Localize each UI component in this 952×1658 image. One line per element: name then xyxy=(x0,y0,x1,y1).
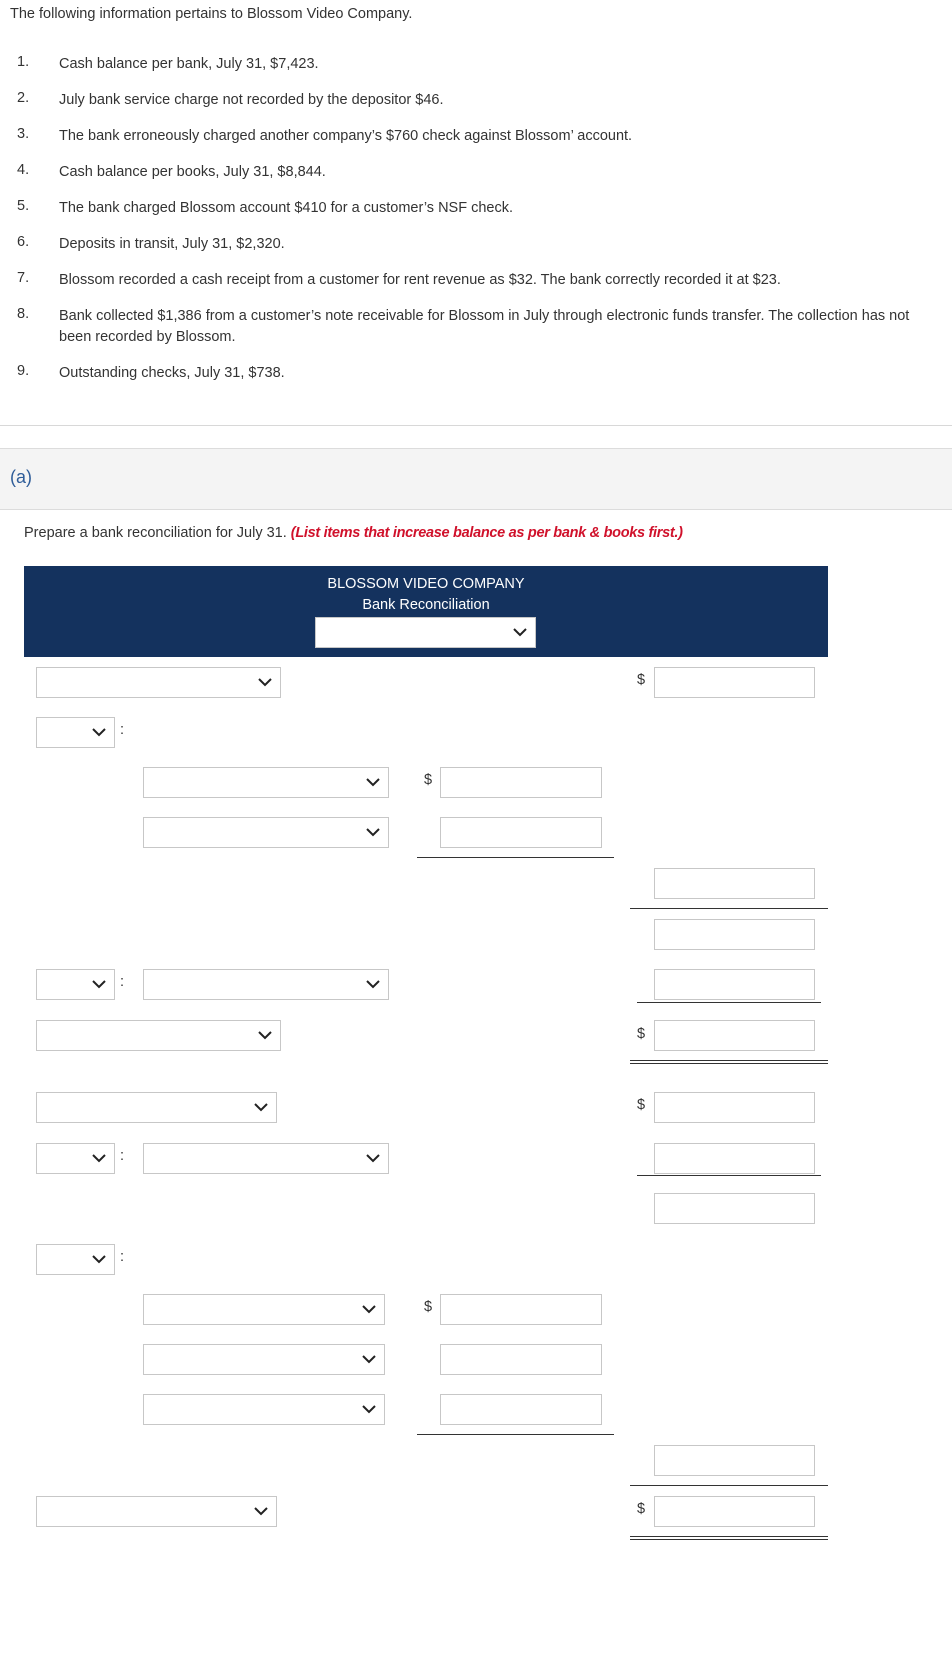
subtotal-rule xyxy=(417,857,614,858)
total-double-rule xyxy=(630,1536,828,1537)
item-number: 9. xyxy=(17,363,30,379)
line-item-select[interactable] xyxy=(36,1496,277,1527)
dollar-sign: $ xyxy=(637,1501,646,1517)
date-select[interactable] xyxy=(315,617,536,648)
chevron-down-icon xyxy=(92,728,106,737)
intro-text: The following information pertains to Blossom Video Company. xyxy=(10,6,413,22)
chevron-down-icon xyxy=(366,980,380,989)
amount-input[interactable] xyxy=(440,767,602,798)
amount-input[interactable] xyxy=(654,969,815,1000)
colon: : xyxy=(120,1148,125,1164)
line-item-select[interactable] xyxy=(143,969,389,1000)
amount-input[interactable] xyxy=(440,1294,602,1325)
item-text: Deposits in transit, July 31, $2,320. xyxy=(59,236,285,252)
dollar-sign: $ xyxy=(424,1299,433,1315)
line-item-select[interactable] xyxy=(143,817,389,848)
amount-input[interactable] xyxy=(654,1193,815,1224)
amount-input[interactable] xyxy=(654,1020,815,1051)
line-item-select[interactable] xyxy=(36,1020,281,1051)
dollar-sign: $ xyxy=(637,1026,646,1042)
chevron-down-icon xyxy=(258,1031,272,1040)
amount-input[interactable] xyxy=(654,1496,815,1527)
chevron-down-icon xyxy=(366,778,380,787)
subtotal-rule xyxy=(417,1434,614,1435)
item-text: Cash balance per books, July 31, $8,844. xyxy=(59,164,326,180)
part-header xyxy=(0,448,952,510)
item-number: 8. xyxy=(17,306,30,322)
item-number: 2. xyxy=(17,90,30,106)
chevron-down-icon xyxy=(92,1154,106,1163)
chevron-down-icon xyxy=(92,1255,106,1264)
amount-input[interactable] xyxy=(654,667,815,698)
dollar-sign: $ xyxy=(637,1097,646,1113)
instruction-main: Prepare a bank reconciliation for July 31. xyxy=(24,525,287,541)
chevron-down-icon xyxy=(254,1507,268,1516)
item-number: 1. xyxy=(17,54,30,70)
amount-input[interactable] xyxy=(654,919,815,950)
amount-input[interactable] xyxy=(440,1344,602,1375)
colon: : xyxy=(120,1249,125,1265)
item-text: The bank erroneously charged another company’s $760 check against Blossom’ account. xyxy=(59,128,633,144)
chevron-down-icon xyxy=(362,1305,376,1314)
company-name: BLOSSOM VIDEO COMPANY xyxy=(327,576,525,592)
chevron-down-icon xyxy=(92,980,106,989)
amount-input[interactable] xyxy=(654,1092,815,1123)
statement-title: Bank Reconciliation xyxy=(362,597,490,613)
line-item-select[interactable] xyxy=(36,1092,277,1123)
subtotal-rule xyxy=(630,1485,828,1486)
add-less-select[interactable] xyxy=(36,717,115,748)
item-text: Bank collected $1,386 from a customer’s note receivable for Blossom in July through electronic funds transfer. The collection has not been recorded by Blossom. xyxy=(59,308,910,345)
section-divider xyxy=(0,425,952,426)
item-text: July bank service charge not recorded by the depositor $46. xyxy=(59,92,444,108)
item-text: Cash balance per bank, July 31, $7,423. xyxy=(59,56,319,72)
chevron-down-icon xyxy=(254,1103,268,1112)
chevron-down-icon xyxy=(513,628,527,637)
amount-input[interactable] xyxy=(654,868,815,899)
amount-input[interactable] xyxy=(654,1445,815,1476)
item-text: The bank charged Blossom account $410 for a customer’s NSF check. xyxy=(59,200,514,216)
amount-input[interactable] xyxy=(440,817,602,848)
item-number: 5. xyxy=(17,198,30,214)
subtotal-rule xyxy=(630,908,828,909)
total-double-rule xyxy=(630,1060,828,1061)
reconciliation-header xyxy=(24,566,828,657)
dollar-sign: $ xyxy=(637,672,646,688)
instruction-emphasis: (List items that increase balance as per bank & books first.) xyxy=(290,525,683,541)
item-number: 6. xyxy=(17,234,30,250)
dollar-sign: $ xyxy=(424,772,433,788)
subtotal-rule xyxy=(637,1175,821,1176)
instruction xyxy=(24,525,683,541)
chevron-down-icon xyxy=(362,1405,376,1414)
add-less-select[interactable] xyxy=(36,969,115,1000)
chevron-down-icon xyxy=(362,1355,376,1364)
subtotal-rule xyxy=(637,1002,821,1003)
item-number: 7. xyxy=(17,270,30,286)
line-item-select[interactable] xyxy=(143,1394,385,1425)
item-text: Blossom recorded a cash receipt from a customer for rent revenue as $32. The bank correctly recorded it at $23. xyxy=(59,272,781,288)
colon: : xyxy=(120,974,125,990)
line-item-select[interactable] xyxy=(143,767,389,798)
chevron-down-icon xyxy=(258,678,272,687)
amount-input[interactable] xyxy=(440,1394,602,1425)
line-item-select[interactable] xyxy=(143,1344,385,1375)
part-label: (a) xyxy=(10,467,32,487)
colon: : xyxy=(120,722,125,738)
line-item-select[interactable] xyxy=(36,667,281,698)
amount-input[interactable] xyxy=(654,1143,815,1174)
item-text: Outstanding checks, July 31, $738. xyxy=(59,365,285,381)
line-item-select[interactable] xyxy=(143,1294,385,1325)
item-number: 3. xyxy=(17,126,30,142)
chevron-down-icon xyxy=(366,828,380,837)
add-less-select[interactable] xyxy=(36,1143,115,1174)
chevron-down-icon xyxy=(366,1154,380,1163)
total-double-rule xyxy=(630,1539,828,1540)
item-number: 4. xyxy=(17,162,30,178)
line-item-select[interactable] xyxy=(143,1143,389,1174)
total-double-rule xyxy=(630,1063,828,1064)
add-less-select[interactable] xyxy=(36,1244,115,1275)
